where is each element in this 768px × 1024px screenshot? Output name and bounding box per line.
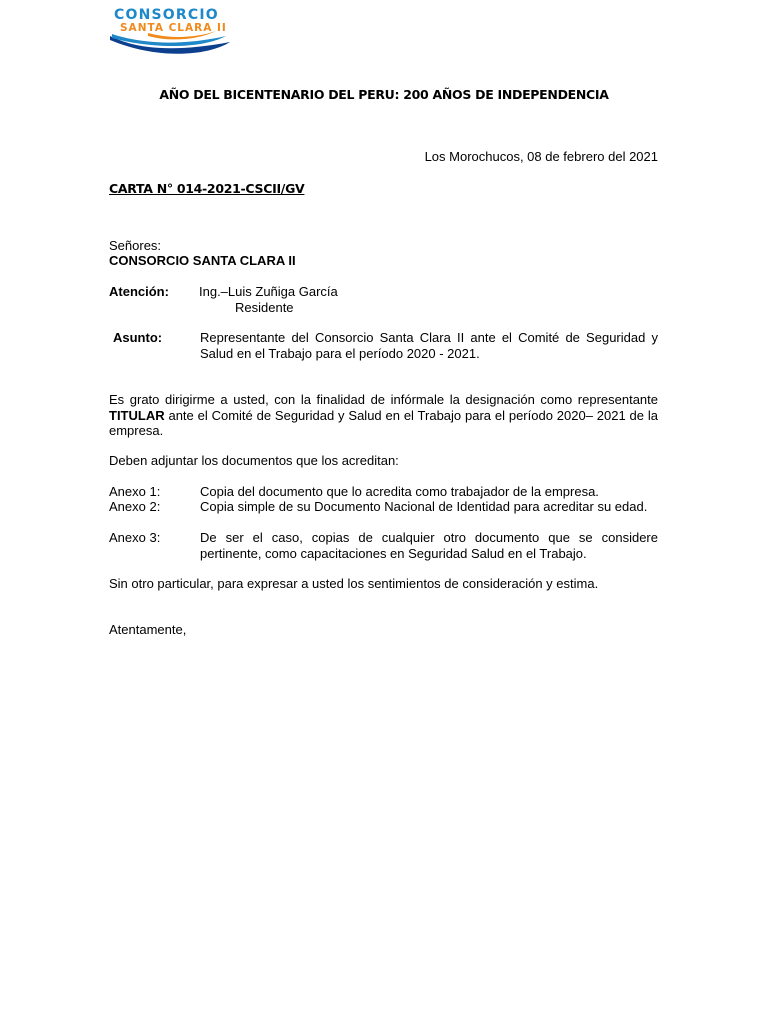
annex-3-label: Anexo 3: [109,530,161,545]
subject-text: Representante del Consorcio Santa Clara II ante el Comité de Seguridad y Salud en el Trabajo para el período 2020 - 2021. [200,330,658,361]
closing-paragraph: Sin otro particular, para expresar a usted los sentimientos de consideración y estima. [109,576,599,591]
year-headline: AÑO DEL BICENTENARIO DEL PERU: 200 AÑOS DE INDEPENDENCIA [159,87,609,102]
annex-3-text: De ser el caso, copias de cualquier otro documento que se considere pertinente, como capacitaciones en Seguridad Salud en el Trabajo. [200,530,658,561]
logo-wave-icon [108,30,238,58]
recipient-company: CONSORCIO SANTA CLARA II [109,253,296,268]
attention-label: Atención: [109,284,169,299]
annex-2-text: Copia simple de su Documento Nacional de Identidad para acreditar su edad. [200,499,648,514]
letter-date: Los Morochucos, 08 de febrero del 2021 [424,149,658,164]
annex-1-text: Copia del documento que lo acredita como trabajador de la empresa. [200,484,599,499]
p1-end: ante el Comité de Seguridad y Salud en el Trabajo para el período 2020– 2021 de la empresa. [109,407,658,438]
subject-label: Asunto: [113,330,163,345]
logo-word-consorcio: CONSORCIO [114,7,219,23]
logo-word-santa-clara: SANTA CLARA II [120,22,227,34]
annex-2-label: Anexo 2: [109,499,161,514]
body-paragraph-2: Deben adjuntar los documentos que los acreditan: [109,453,399,468]
company-logo [108,6,238,56]
salutation: Señores: [109,238,162,253]
p1-start: Es grato dirigirme a usted, con la finalidad de infórmale la designación como representante [109,392,658,407]
p1-bold: TITULAR [109,407,165,423]
signoff: Atentamente, [109,622,187,637]
attention-name: Ing.–Luis Zuñiga García [199,284,338,299]
letter-reference: CARTA N° 014-2021-CSCII/GV [109,181,305,196]
attention-role: Residente [235,300,294,315]
annex-1-label: Anexo 1: [109,484,161,499]
body-paragraph-1 [109,392,658,439]
